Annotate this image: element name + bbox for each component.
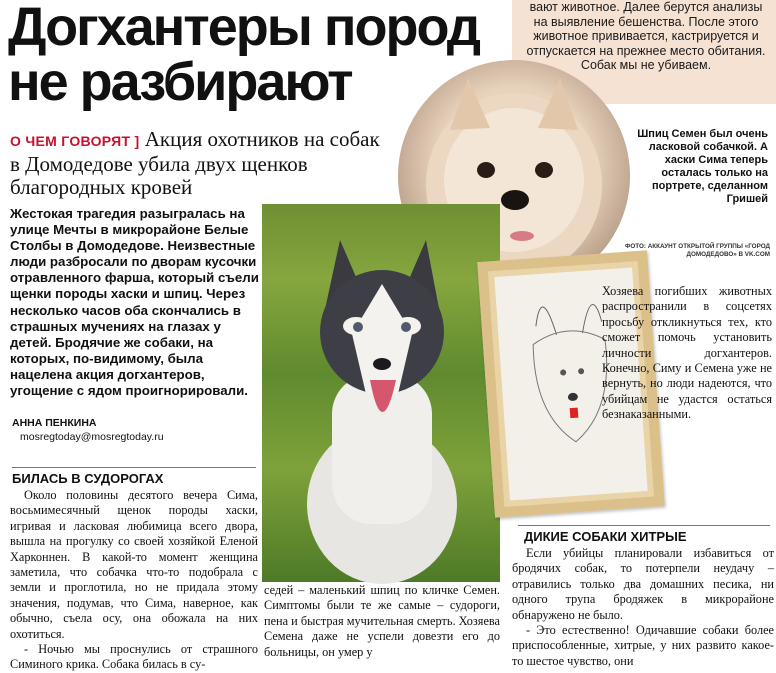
husky-dog-illustration: [262, 204, 500, 582]
headline-line-1: Догхантеры пород: [8, 0, 480, 57]
divider: [518, 525, 770, 526]
article-column-3: Хозяева погибших животных распространили в соцсетях просьбу откликнуться тех, кто сможет помочь установить личности догхантеров. Конечно, Симу и Семена уже не вернуть, но люди надеются, что убийцам не удастся остаться безнаказанными.: [602, 284, 772, 422]
photo-credit: ФОТО: АККАУНТ ОТКРЫТОЙ ГРУППЫ «ГОРОД ДОМОДЕДОВО» В VK.COM: [625, 243, 770, 258]
article-column-4: [512, 546, 774, 669]
paragraph: - Ночью мы проснулись от страшного Симиного крика. Собака билась в су-: [10, 642, 258, 672]
photo-caption: Шпиц Семен был очень ласковой собачкой. А хаски Сима теперь осталась только на портрете, сделанном Гришей: [637, 128, 768, 205]
subheading-1: БИЛАСЬ В СУДОРОГАХ: [12, 471, 164, 486]
author-email[interactable]: mosregtoday@mosregtoday.ru: [20, 431, 164, 443]
paragraph: Если убийцы планировали избавиться от бродячих собак, то потерпели неудачу – отравились только два домашних песика, ни одного трупа бродяжек в микрорайоне обнаружено не было.: [512, 546, 774, 622]
lead-paragraph: Жестокая трагедия разыгралась на улице Мечты в микрорайоне Белые Столбы в Домодедове. Неизвестные люди разбросали по дворам кусочки отравленного фарша, который съели щенки породы хаски и шпиц. Через несколько часов оба скончались в страшных мучениях на глазах у детей. Бродячие же собаки, на которых, по-видимому, была нацелена акция догхантеров, угощение с ядом проигнорировали.: [10, 206, 259, 399]
paragraph: - Это естественно! Одичавшие собаки более приспособленные, хитрые, у них развито какое-то шестое чувство, они: [512, 623, 774, 668]
rubric-text: Акция охотников на собак в Домодедове убила двух щенков благородных кровей: [10, 127, 380, 199]
subheading-2: ДИКИЕ СОБАКИ ХИТРЫЕ: [524, 529, 687, 544]
paragraph: Около половины десятого вечера Сима, восьмимесячный щенок породы хаски, игривая и ласковая любимица всего двора, вышла на прогулку со своей хозяйкой Еленой Харконнен. В какой-то момент женщина заметила, что собачка что-то подобрала с земли и проглотила, но не придала этому значения, подумав, что Сима, наверное, как обычно, съела осу, она обожала на них охотиться.: [10, 488, 258, 641]
rubric-tag: О ЧЕМ ГОВОРЯТ ]: [10, 133, 140, 149]
article-column-2: седей – маленький шпиц по кличке Семен. Симптомы были те же самые – судороги, пена и быстрая мучительная смерть. Хозяева Семена даже не успели довезти его до больницы, он умер у: [264, 583, 500, 659]
sidebar-box-text: вают животное. Далее берутся анализы на выявление бешенства. После этого животное прививается, кастрируется и отпускается на прежнее место обитания. Собак мы не убиваем.: [526, 0, 766, 72]
article-column-1: [10, 488, 258, 673]
divider: [12, 467, 256, 468]
rubric: [10, 128, 390, 199]
author-name: АННА ПЕНКИНА: [12, 417, 97, 429]
husky-photo: [262, 204, 500, 582]
headline-line-2: не разбирают: [8, 52, 352, 112]
